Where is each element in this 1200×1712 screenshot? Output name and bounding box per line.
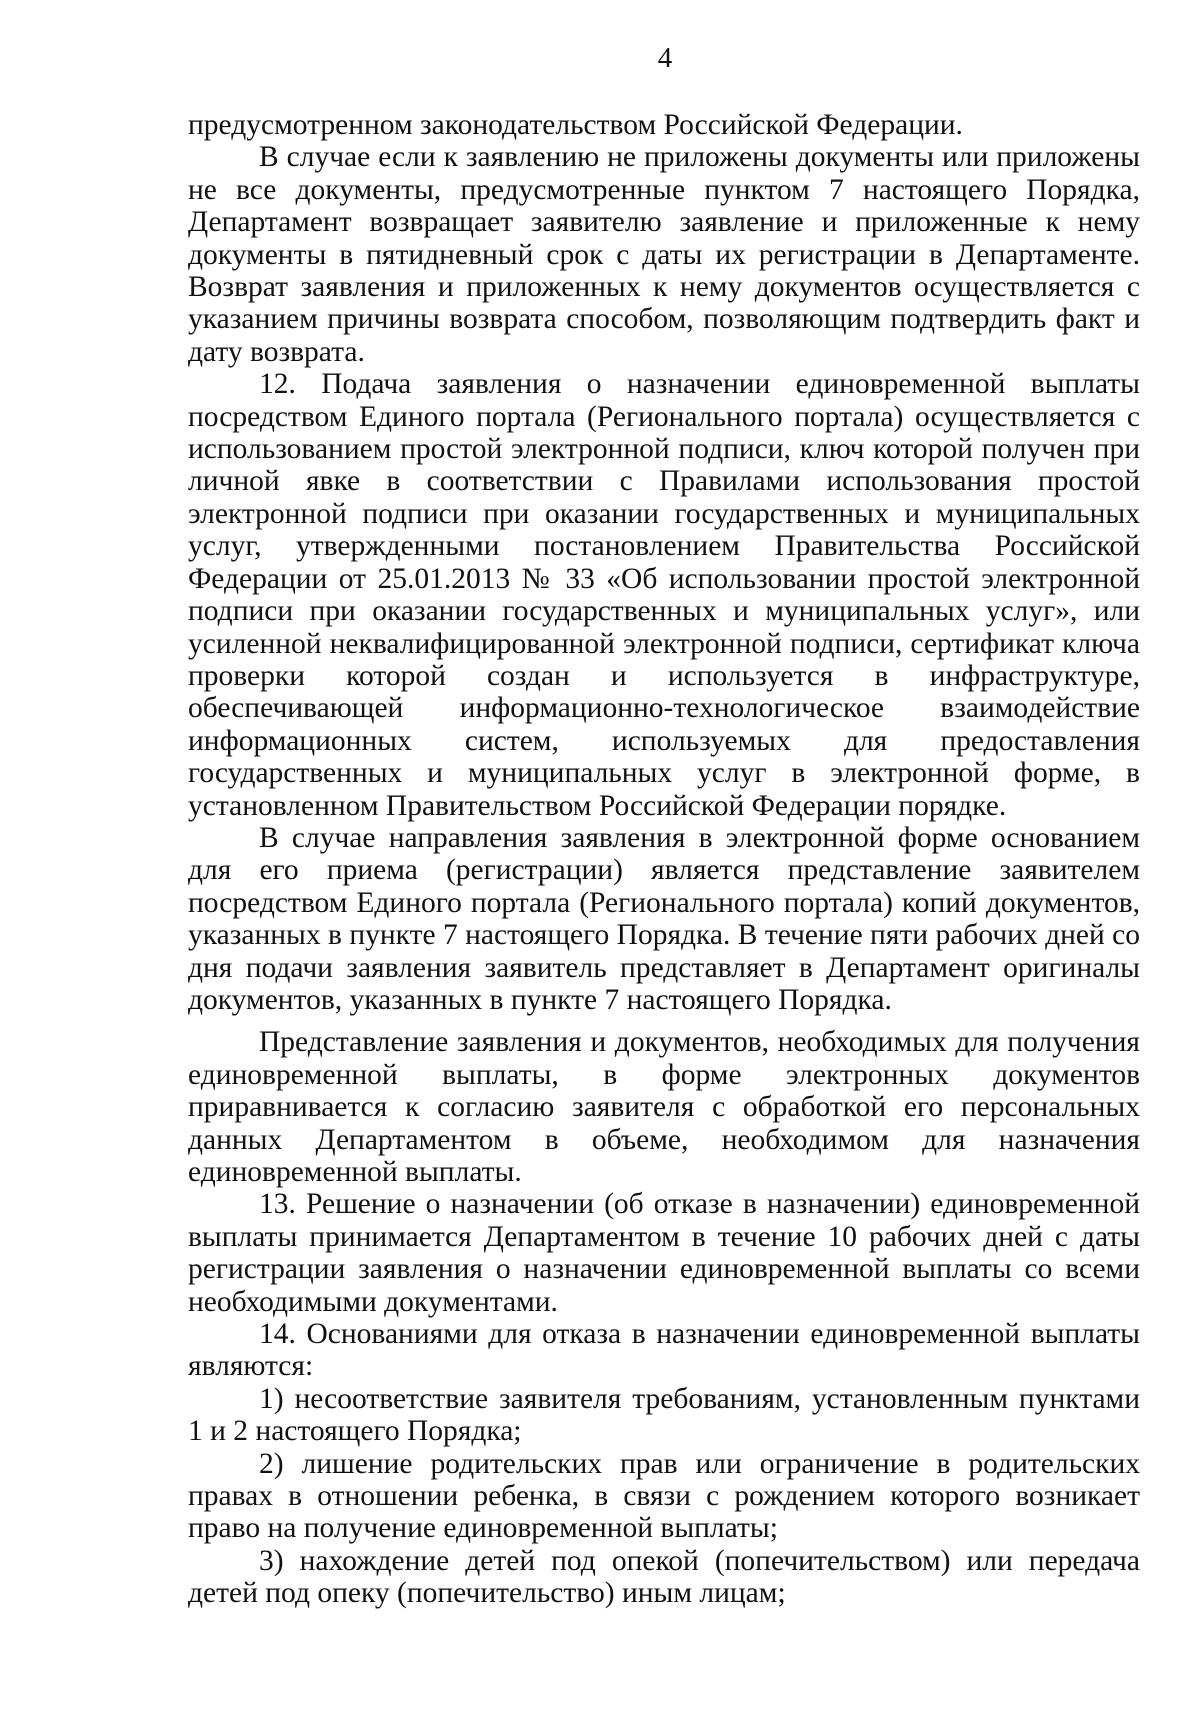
paragraph-continuation: предусмотренном законодательством Российской Федерации.	[188, 109, 963, 141]
paragraph-electronic-documents-consent: Представление заявления и документов, необходимых для получения единовременной выплаты, в форме электронных документов приравнивается к согласию заявителя с обработкой его персональных данных Департаментом в объеме, необходимом для назначения единовременной выплаты.	[188, 1026, 1140, 1188]
page-number: 4	[657, 42, 673, 74]
document-body	[188, 109, 1140, 1610]
paragraph-clause-13: 13. Решение о назначении (об отказе в назначении) единовременной выплаты принимается Департаментом в течение 10 рабочих дней с даты регистрации заявления о назначении единовременной выплаты со всеми необходимыми документами.	[188, 1188, 1140, 1318]
paragraph-clause-14: 14. Основаниями для отказа в назначении единовременной выплаты являются:	[188, 1318, 1140, 1383]
paragraph-return-of-application: В случае если к заявлению не приложены документы или приложены не все документы, предусмотренные пунктом 7 настоящего Порядка, Департамент возвращает заявителю заявление и приложенные к нему документы в пятидневный срок с даты их регистрации в Департаменте. Возврат заявления и приложенных к нему документов осуществляется с указанием причины возврата способом, позволяющим подтвердить факт и дату возврата.	[188, 141, 1140, 368]
list-item-refusal-ground-3: 3) нахождение детей под опекой (попечительством) или передача детей под опеку (попечительство) иным лицам;	[188, 1544, 1140, 1610]
list-item-refusal-ground-2: 2) лишение родительских прав или ограничение в родительских правах в отношении ребенка, в связи с рождением которого возникает право на получение единовременной выплаты;	[188, 1447, 1140, 1545]
paragraph-clause-12: 12. Подача заявления о назначении единовременной выплаты посредством Единого портала (Регионального портала) осуществляется с использованием простой электронной подписи, ключ которой получен при личной явке в соответствии с Правилами использования простой электронной подписи при оказании государственных и муниципальных услуг, утвержденными постановлением Правительства Российской Федерации от 25.01.2013 № 33 «Об использовании простой электронной подписи при оказании государственных и муниципальных услуг», или усиленной неквалифицированной электронной подписи, сертификат ключа проверки которой создан и используется в инфраструктуре, обеспечивающей информационно-технологическое взаимодействие информационных систем, используемых для предоставления государственных и муниципальных услуг в электронной форме, в установленном Правительством Российской Федерации порядке.	[188, 368, 1140, 822]
list-item-refusal-ground-1: 1) несоответствие заявителя требованиям, установленным пунктами 1 и 2 настоящего Порядка;	[188, 1382, 1140, 1448]
paragraph-electronic-submission: В случае направления заявления в электронной форме основанием для его приема (регистрации) является представление заявителем посредством Единого портала (Регионального портала) копий документов, указанных в пункте 7 настоящего Порядка. В течение пяти рабочих дней со дня подачи заявления заявитель представляет в Департамент оригиналы документов, указанных в пункте 7 настоящего Порядка.	[188, 821, 1140, 1016]
